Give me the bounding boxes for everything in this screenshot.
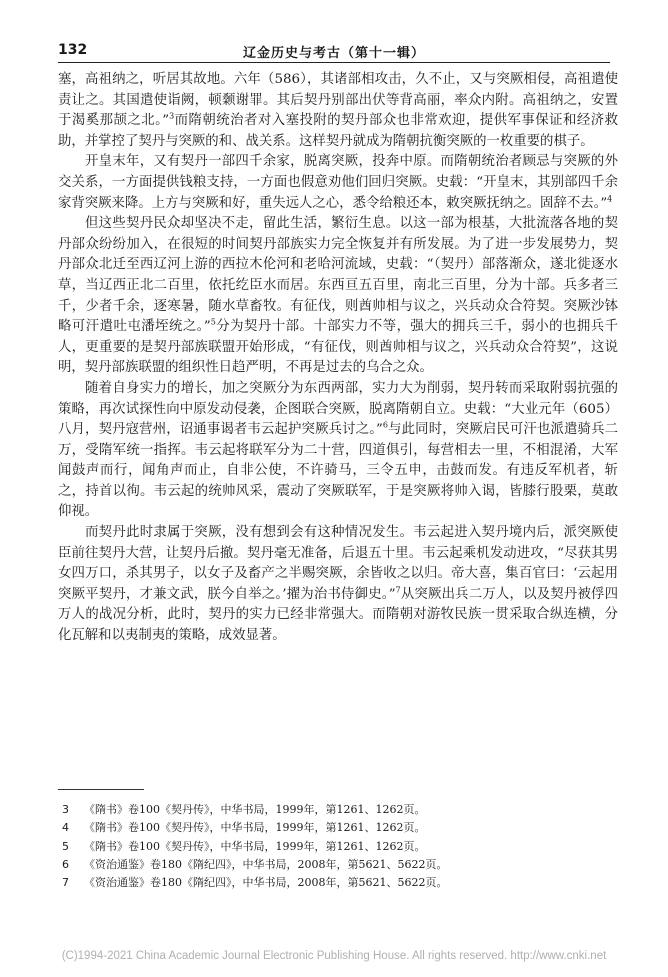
footnote-ref[interactable]: 7 <box>395 585 401 595</box>
footnote-number: 3 <box>62 803 69 816</box>
paragraph-text: 与此同时，突厥启民可汗也派遣骑兵二万，受隋军统一指挥。韦云起将联军分为二十营，四道俱引，每营相去一里，不相混淆，大军闻鼓声而行，闻角声而止，自非公使，不许骑马，三令五申，击鼓而发。有违反军机者，斩之，持首以徇。韦云起的统帅风采，震动了突厥联军，于是突厥将帅入谒，皆膝行股栗，莫敢仰视。 <box>58 422 619 520</box>
body-paragraph <box>58 70 618 152</box>
paragraph-text: 从突厥出兵二万人，以及契丹被俘四万人的战况分析，此时，契丹的实力已经非常强大。而隋朝对游牧民族一贯采取合纵连横，分化瓦解和以夷制夷的策略，成效显著。 <box>58 586 619 644</box>
footnotes <box>62 801 618 892</box>
paragraph-text: 而隋朝统治者对入塞投附的契丹部众也非常欢迎，提供军事保证和经济救助，并掌控了契丹与突厥的和、战关系。这样契丹就成为隋朝抗衡突厥的一枚重要的棋子。 <box>58 113 619 149</box>
page-header <box>58 40 610 63</box>
footnote-item <box>62 838 618 856</box>
footnote-text: 《资治通鉴》卷180《隋纪四》，中华书局，2008年，第5621、5622页。 <box>84 876 448 890</box>
footnote-number: 6 <box>62 857 69 871</box>
footnote-divider <box>58 789 144 790</box>
running-title: 辽金历史与考古（第十一辑） <box>242 46 425 61</box>
paragraph-text: 分为契丹十部。十部实力不等，强大的拥兵三千，弱小的也拥兵千人，更重要的是契丹部族联盟开始形成，“有征伐，则酋帅相与议之，兴兵动众合符契”，这说明，契丹部族联盟的组织性日趋严明，不再是过去的乌合之众。 <box>58 319 618 376</box>
page-number: 132 <box>58 42 88 58</box>
body-paragraph <box>58 214 618 379</box>
paragraph-text: 而契丹此时隶属于突厥，没有想到会有这种情况发生。韦云起进入契丹境内后，派突厥使臣前往契丹大营，让契丹后撤。契丹毫无准备，后退五十里。韦云起乘机发动进攻，“尽获其男女四万口，杀其男子，以女子及畜产之半赐突厥，余皆收之以归。帝大喜，集百官曰：‘云起用突厥平契丹，才兼文武，朕今自举之。’擢为治书侍御史。” <box>58 525 618 602</box>
footnote-item <box>62 874 618 892</box>
paragraph-text: 塞，高祖纳之，听居其故地。六年（586），其诸部相攻击，久不止，又与突厥相侵，高祖遣使责让之。其国遣使诣阙，顿颡谢罪。其后契丹别部出伏等背高丽，率众内附。高祖纳之，安置于渴奚那颉之北。” <box>58 72 618 129</box>
article-body <box>58 70 618 647</box>
body-paragraph <box>58 152 618 214</box>
copyright-watermark: (C)1994-2021 China Academic Journal Electronic Publishing House. All rights reserved. http://www.cnki.net <box>61 950 607 962</box>
footnote-ref[interactable]: 5 <box>210 317 216 327</box>
paragraph-text: 开皇末年，又有契丹一部四千余家，脱离突厥，投奔中原。而隋朝统治者顾忌与突厥的外交关系，一方面提供钱粮支持，一方面也假意劝他们回归突厥。史载：“开皇末，其别部四千余家背突厥来降。上方与突厥和好，重失远人之心，悉令给粮还本，敕突厥抚纳之。固辞不去。” <box>58 154 618 211</box>
body-paragraph <box>58 379 618 523</box>
paragraph-text: 随着自身实力的增长，加之突厥分为东西两部，实力大为削弱，契丹转而采取附弱抗强的策略，再次试探性向中原发动侵袭，企图联合突厥，脱离隋朝自立。史载：“大业元年（605）八月，契丹寇营州，诏通事谒者韦云起护突厥兵讨之。” <box>58 380 618 438</box>
footnote-item <box>62 801 618 819</box>
footnote-item <box>62 819 618 837</box>
footnote-text: 《隋书》卷100《契丹传》，中华书局，1999年，第1261、1262页。 <box>84 839 426 853</box>
footnote-ref[interactable]: 3 <box>169 111 175 121</box>
footnote-number: 4 <box>62 821 69 835</box>
footnote-ref[interactable]: 4 <box>607 194 613 204</box>
footnote-item <box>62 856 618 874</box>
footnote-ref[interactable]: 6 <box>382 420 388 430</box>
footnote-text: 《资治通鉴》卷180《隋纪四》，中华书局，2008年，第5621、5622页。 <box>84 857 448 871</box>
paragraph-text: 但这些契丹民众却坚决不走，留此生活，繁衍生息。以这一部为根基，大批流落各地的契丹部众纷纷加入，在很短的时间契丹部族实力完全恢复并有所发展。为了进一步发展势力，契丹部众北迁至西辽河上游的西拉木伦河和老哈河流域，史载：“（契丹）部落渐众，遂北徙逐水草，当辽西正北二百里，依托纥臣水而居。东西亘五百里，南北三百里，分为十部。兵多者三千，少者千余，逐寒暑，随水草畜牧。有征伐，则酋帅相与议之，兴兵动众合符契。突厥沙钵略可汗遣吐屯潘垤统之。” <box>58 216 618 335</box>
footnote-text: 《隋书》卷100《契丹传》，中华书局，1999年，第1261、1262页。 <box>84 821 426 835</box>
body-paragraph <box>58 523 618 647</box>
footnote-number: 5 <box>62 839 69 853</box>
footnote-number: 7 <box>62 876 69 890</box>
footnote-text: 《隋书》卷100《契丹传》，中华书局，1999年，第1261、1262页。 <box>84 803 426 816</box>
